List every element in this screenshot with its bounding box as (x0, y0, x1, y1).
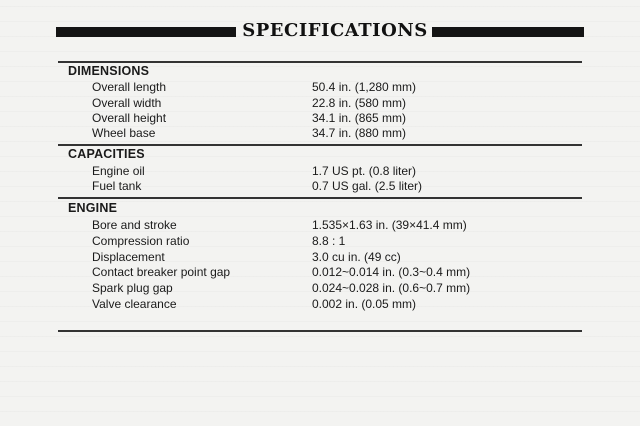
spec-label: Fuel tank (92, 179, 142, 193)
spec-row (0, 164, 640, 180)
spec-value: 3.0 cu in. (49 cc) (312, 250, 401, 264)
spec-value: 34.1 in. (865 mm) (312, 111, 407, 125)
spec-label: Spark plug gap (92, 281, 173, 295)
spec-value: 0.7 US gal. (2.5 liter) (312, 179, 423, 193)
spec-value: 34.7 in. (880 mm) (312, 126, 407, 140)
spec-label: Contact breaker point gap (92, 265, 231, 279)
spec-value: 1.535×1.63 in. (39×41.4 mm) (312, 218, 467, 232)
spec-value: 0.024~0.028 in. (0.6~0.7 mm) (312, 281, 471, 295)
spec-value: 0.002 in. (0.05 mm) (312, 297, 417, 311)
page-title: SPECIFICATIONS (242, 20, 428, 41)
spec-row (0, 297, 640, 313)
spec-value: 8.8 : 1 (312, 234, 346, 248)
spec-label: Overall width (92, 96, 162, 110)
spec-row (0, 218, 640, 234)
spec-value: 22.8 in. (580 mm) (312, 96, 407, 110)
spec-label: Wheel base (92, 126, 156, 140)
spec-row (0, 265, 640, 281)
spec-row (0, 179, 640, 195)
spec-value: 50.4 in. (1,280 mm) (312, 80, 417, 94)
spec-label: Bore and stroke (92, 218, 177, 232)
spec-value: 0.012~0.014 in. (0.3~0.4 mm) (312, 265, 471, 279)
spec-label: Overall length (92, 80, 167, 94)
spec-label: Displacement (92, 250, 165, 264)
section-heading-dimensions: DIMENSIONS (68, 64, 150, 78)
section-heading-capacities: CAPACITIES (68, 147, 145, 161)
section-heading-engine: ENGINE (68, 201, 118, 215)
spec-row (0, 250, 640, 266)
table-bottom-rule (58, 330, 582, 332)
section-divider (58, 144, 582, 146)
spec-row (0, 234, 640, 250)
spec-row (0, 96, 640, 112)
title-bar-left (56, 27, 236, 37)
spec-row (0, 111, 640, 127)
spec-row (0, 126, 640, 142)
spec-row (0, 80, 640, 96)
spec-label: Valve clearance (92, 297, 177, 311)
spec-label: Overall height (92, 111, 167, 125)
spec-label: Compression ratio (92, 234, 190, 248)
spec-value: 1.7 US pt. (0.8 liter) (312, 164, 417, 178)
spec-label: Engine oil (92, 164, 145, 178)
section-divider (58, 197, 582, 199)
page-title-block (56, 22, 584, 42)
title-bar-right (432, 27, 584, 37)
spec-row (0, 281, 640, 297)
section-divider (58, 61, 582, 63)
